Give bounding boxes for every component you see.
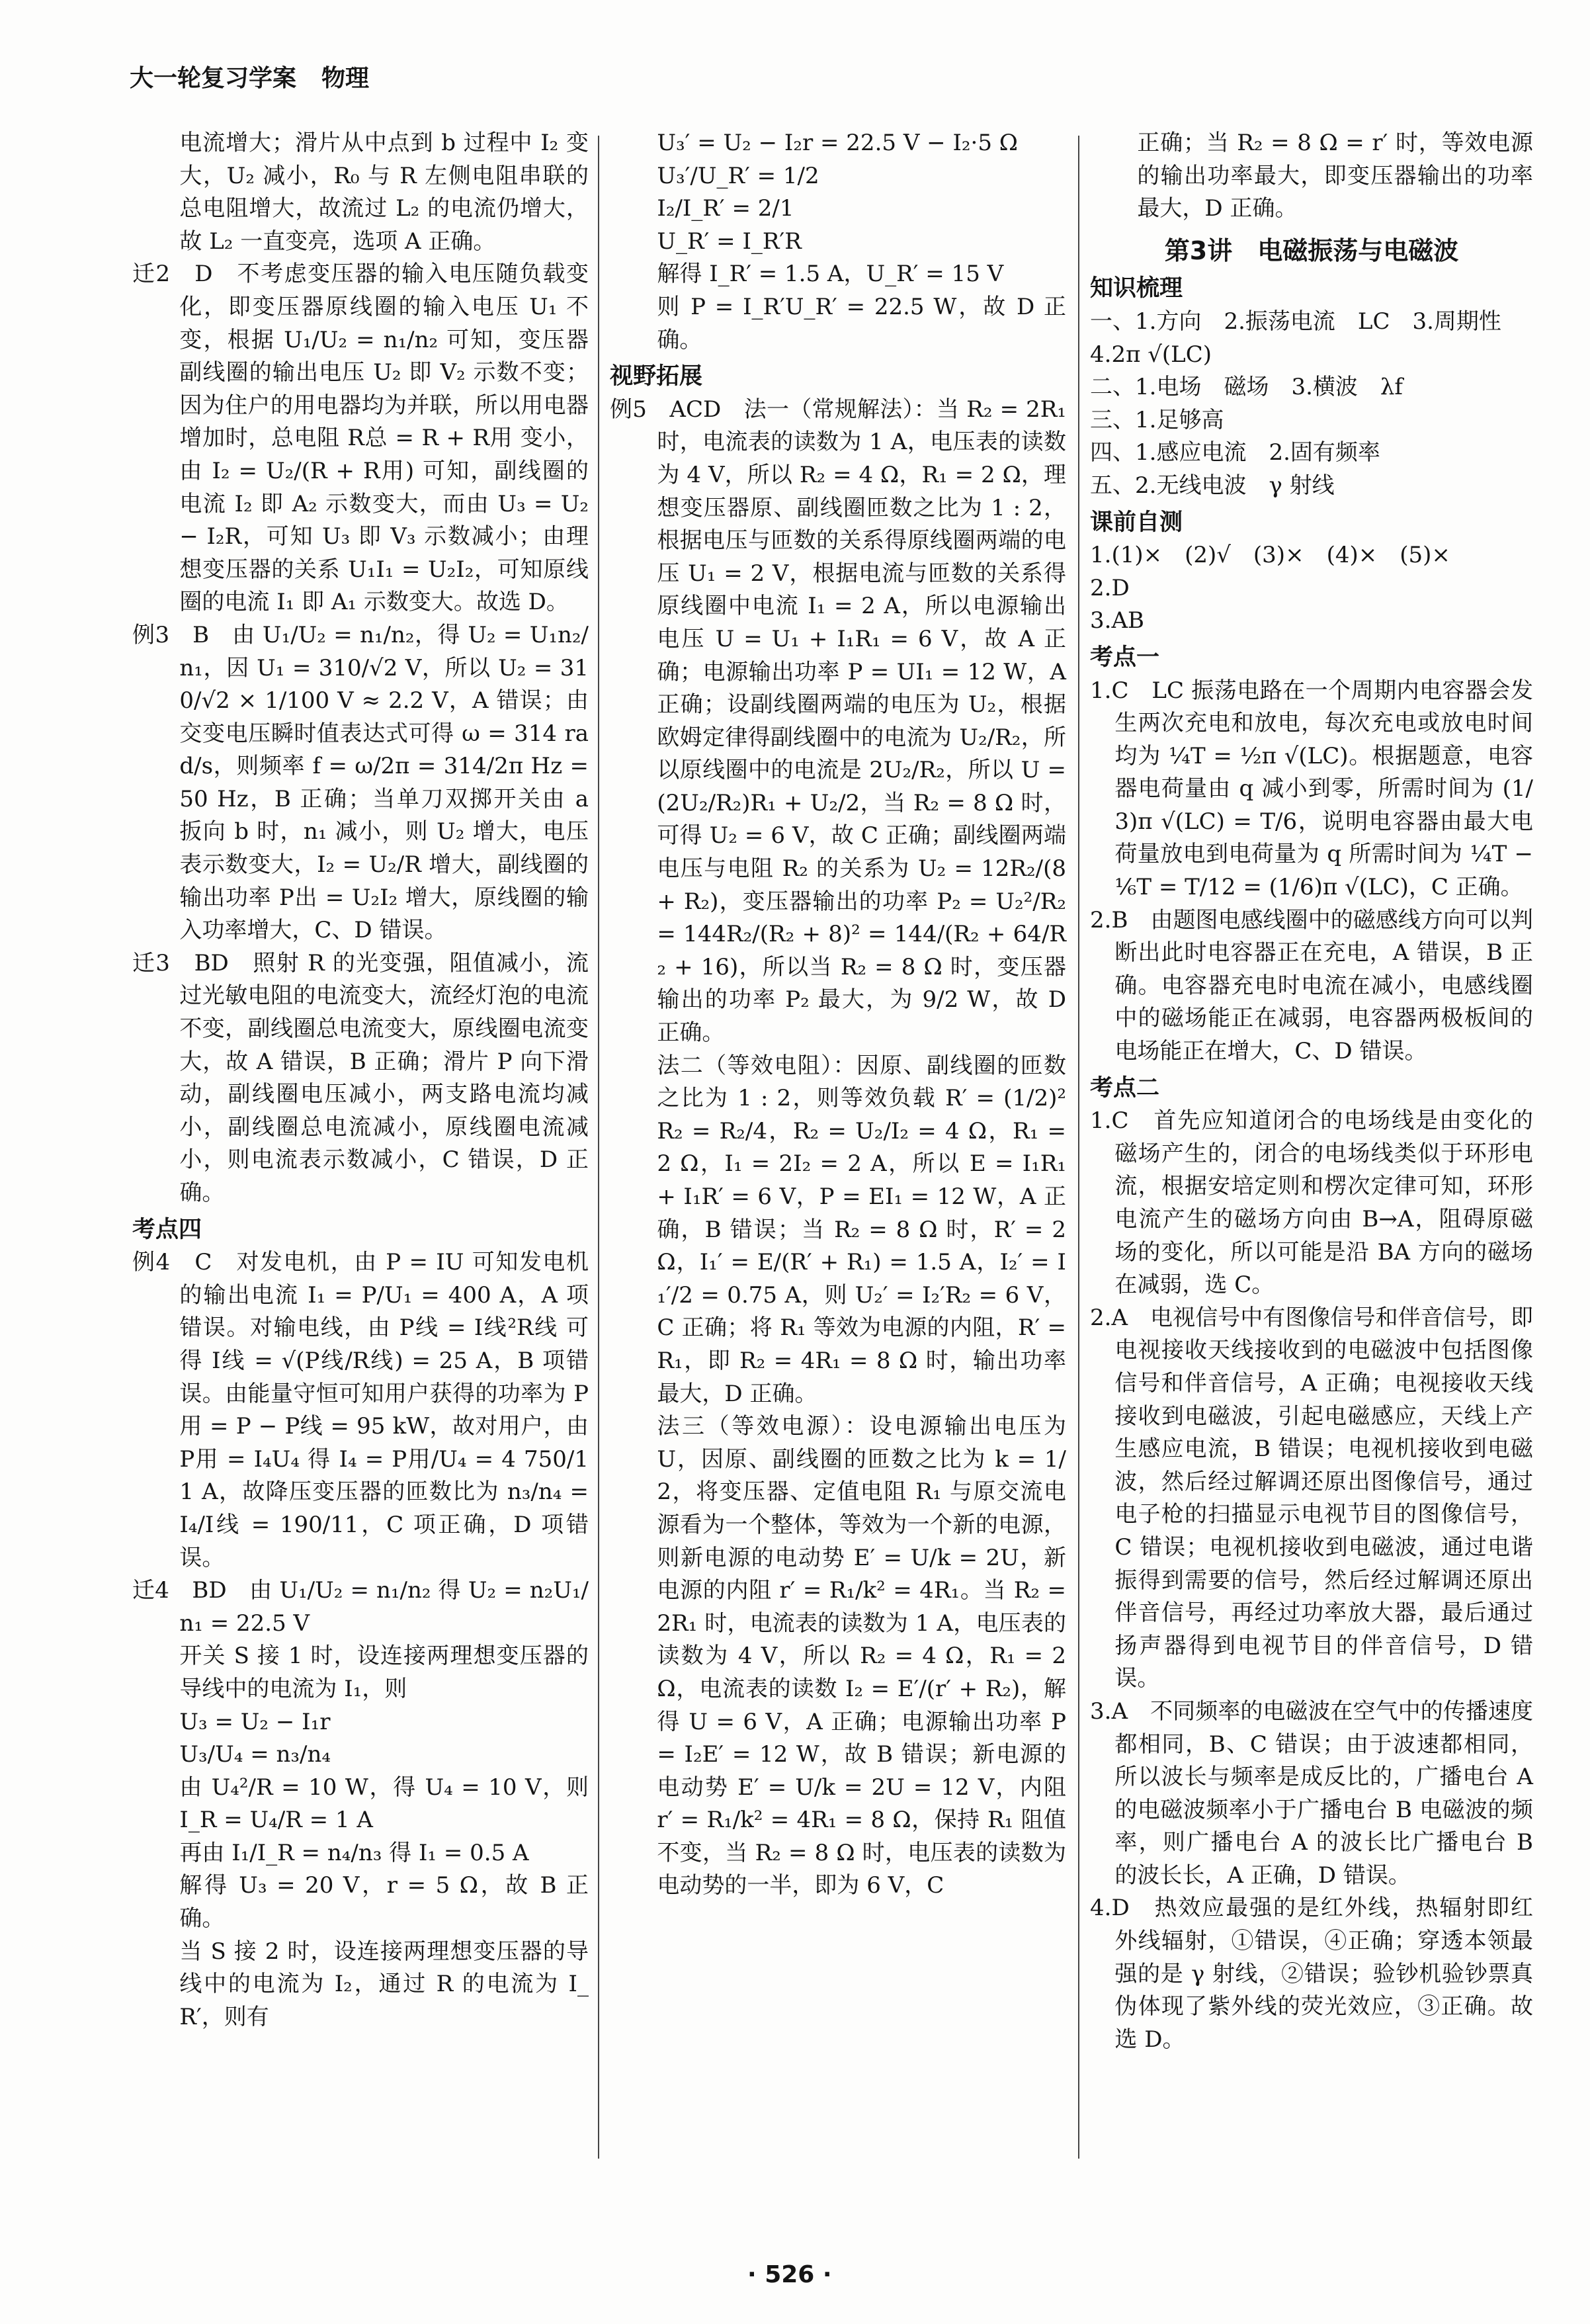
list-item: 1.(1)× (2)√ (3)× (4)× (5)× — [1090, 542, 1450, 569]
list-item: 1.C LC 振荡电路在一个周期内电容器会发生两次充电和放电，每次充电或放电时间均为 ¼T = ½π √(LC)。根据题意，电容器电荷量由 q 减小到零，所需时间为 (1/3)π √(LC) = T/6，说明电容器由最大电荷量放电到电荷量为 q 所需时间为 ¼T − ⅙T = T/12 = (1/6)π √(LC)，C 正确。 — [1090, 677, 1533, 901]
column-right — [1090, 127, 1533, 2056]
paragraph: 迁2 D 不考虑变压器的输入电压随负载变化，即变压器原线圈的输入电压 U₁ 不变，根据 U₁/U₂ = n₁/n₂ 可知，变压器副线圈的输出电压 U₂ 即 V₂ 示数不变；因为住户的用电器均为并联，所以用电器增加时，总电阻 R总 = R + R用 变小，由 I₂ = U₂/(R + R用) 可知，副线圈的电流 I₂ 即 A₂ 示数变大，而由 U₃ = U₂ − I₂R，可知 U₃ 即 V₃ 示数减小；由理想变压器的关系 U₁I₁ = U₂I₂，可知原线圈的电流 I₁ 即 A₁ 示数变大。故选 D。 — [132, 261, 589, 616]
list-item: 四、1.感应电流 2.固有频率 — [1090, 439, 1380, 466]
paragraph: 法二（等效电阻）：因原、副线圈的匝数之比为 1 : 2，则等效负载 R′ = (1/2)² R₂ = R₂/4，R₂ = U₂/I₂ = 4 Ω，R₁ = 2 Ω，I₁ = 2I₂ = 2 A，所以 E = I₁R₁ + I₁R′ = 6 V，P = EI₁ = 12 W，A 正确，B 错误；当 R₂ = 8 Ω 时，R′ = 2 Ω，I₁′ = E/(R′ + R₁) = 1.5 A，I₂′ = I₁′/2 = 0.75 A，则 U₂′ = I₂′R₂ = 6 V，C 正确；将 R₁ 等效为电源的内阻，R′ = R₁，即 R₂ = 4R₁ = 8 Ω 时，输出功率最大，D 正确。 — [657, 1052, 1066, 1407]
list-item: 2.D — [1090, 574, 1130, 601]
equation: U_R′ = I_R′R — [657, 228, 802, 255]
equation: U₃/U₄ = n₃/n₄ — [179, 1741, 331, 1768]
paragraph: 正确；当 R₂ = 8 Ω = r′ 时，等效电源的输出功率最大，即变压器输出的功率最大，D 正确。 — [1137, 130, 1533, 222]
book-title: 大一轮复习学案 — [130, 65, 297, 92]
section-heading: 考点二 — [1090, 1074, 1160, 1101]
paragraph: 法三（等效电源）：设电源输出电压为 U，因原、副线圈的匝数之比为 k = 1/2，将变压器、定值电阻 R₁ 与原交流电源看为一个整体，等效为一个新的电源，则新电源的电动势 E′ = U/k = 2U，新电源的内阻 r′ = R₁/k² = 4R₁。当 R₂ = 2R₁ 时，电流表的读数为 1 A，电压表的读数为 4 V，所以 R₂ = 4 Ω，R₁ = 2 Ω，电流表的读数 I₂ = E′/(r′ + R₂)，解得 U = 6 V，A 正确；电源输出功率 P = I₂E′ = 12 W，故 B 错误；新电源的电动势 E′ = U/k = 2U = 12 V，内阻 r′ = R₁/k² = 4R₁ = 8 Ω，保持 R₁ 阻值不变，当 R₂ = 8 Ω 时，电压表的读数为电动势的一半，即为 6 V，C — [657, 1413, 1066, 1899]
list-item: 二、1.电场 磁场 3.横波 λf — [1090, 374, 1403, 401]
section-heading: 视野拓展 — [610, 363, 703, 390]
equation: 由 U₄²/R = 10 W，得 U₄ = 10 V，则 I_R = U₄/R = 1 A — [179, 1774, 589, 1834]
paragraph: 开关 S 接 1 时，设连接两理想变压器的导线中的电流为 I₁，则 — [179, 1643, 589, 1702]
subject-label: 物理 — [321, 65, 370, 92]
equation: U₃′/U_R′ = 1/2 — [657, 162, 819, 189]
paragraph: 迁3 BD 照射 R 的光变强，阻值减小，流过光敏电阻的电流变大，流经灯泡的电流不变，副线圈总电流变大，原线圈电流变大，故 A 错误，B 正确；滑片 P 向下滑动，副线圈电压减小，两支路电流均减小，副线圈总电流减小，原线圈电流减小，则电流表示数减小，C 错误，D 正确。 — [132, 949, 589, 1206]
list-item: 3.AB — [1090, 607, 1144, 634]
paragraph: 电流增大；滑片从中点到 b 过程中 I₂ 变大，U₂ 减小，R₀ 与 R 左侧电阻串联的总电阻增大，故流过 L₂ 的电流仍增大，故 L₂ 一直变亮，选项 A 正确。 — [179, 130, 589, 255]
equation: 再由 I₁/I_R = n₄/n₃ 得 I₁ = 0.5 A — [179, 1839, 529, 1866]
section-heading: 课前自测 — [1090, 509, 1183, 536]
paragraph: 解得 U₃ = 20 V，r = 5 Ω，故 B 正确。 — [179, 1872, 589, 1932]
equation: I₂/I_R′ = 2/1 — [657, 195, 794, 222]
list-item: 4.2π √(LC) — [1090, 341, 1212, 368]
column-divider — [598, 136, 599, 2159]
equation: U₃′ = U₂ − I₂r = 22.5 V − I₂·5 Ω — [657, 130, 1018, 156]
list-item: 3.A 不同频率的电磁波在空气中的传播速度都相同，B、C 错误；由于波速都相同，所以波长与频率是成反比的，广播电台 A 的电磁波频率小于广播电台 B 电磁波的频率，则广播电台 A 的波长比广播电台 B 的波长长，A 正确，D 错误。 — [1090, 1698, 1533, 1889]
equation: U₃ = U₂ − I₁r — [179, 1708, 331, 1735]
column-middle — [610, 127, 1066, 1903]
lecture-title: 第3讲 电磁振荡与电磁波 — [1164, 236, 1459, 265]
section-heading: 知识梳理 — [1090, 275, 1183, 302]
list-item: 4.D 热效应最强的是红外线，热辐射即红外线辐射，①错误，④正确；穿透本领最强的是 γ 射线，②错误；验钞机验钞票真伪体现了紫外线的荧光效应，③正确。故选 D。 — [1090, 1895, 1533, 2053]
list-item: 三、1.足够高 — [1090, 406, 1224, 433]
list-item: 1.C 首先应知道闭合的电场线是由变化的磁场产生的，闭合的电场线类似于环形电流，根据安培定则和楞次定律可知，环形电流产生的磁场方向由 B→A，阻碍原磁场的变化，所以可能是沿 BA 方向的磁场在减弱，选 C。 — [1090, 1107, 1533, 1299]
running-header — [130, 60, 394, 93]
column-divider — [1078, 136, 1079, 2159]
list-item: 五、2.无线电波 γ 射线 — [1090, 472, 1335, 499]
paragraph: 则 P = I_R′U_R′ = 22.5 W，故 D 正确。 — [657, 293, 1066, 353]
list-item: 2.A 电视信号中有图像信号和伴音信号，即电视接收天线接收到的电磁波中包括图像信号和伴音信号，A 正确；电视接收天线接收到电磁波，引起电磁感应，天线上产生感应电流，B 错误；电视机接收到电磁波，然后经过解调还原出图像信号，通过电子枪的扫描显示电视节目的图像信号，C 错误；电视机接收到电磁波，通过电谐振得到需要的信号，然后经过解调还原出伴音信号，再经过功率放大器，最后通过扬声器得到电视节目的伴音信号，D 错误。 — [1090, 1304, 1533, 1692]
paragraph: 当 S 接 2 时，设连接两理想变压器的导线中的电流为 I₂，通过 R 的电流为 I_R′，则有 — [179, 1938, 589, 2030]
section-heading: 考点四 — [132, 1216, 202, 1243]
list-item: 2.B 由题图电感线圈中的磁感线方向可以判断出此时电容器正在充电，A 错误，B 正确。电容器充电时电流在减小，电感线圈中的磁场能正在减弱，电容器两极板间的电场能正在增大，C、D 错误。 — [1090, 906, 1533, 1065]
paragraph: 例3 B 由 U₁/U₂ = n₁/n₂，得 U₂ = U₁n₂/n₁，因 U₁ = 310/√2 V，所以 U₂ = 310/√2 × 1/100 V ≈ 2.2 V，A 错误；由交变电压瞬时值表达式可得 ω = 314 rad/s，则频率 f = ω/2π = 314/2π Hz = 50 Hz，B 正确；当单刀双掷开关由 a 扳向 b 时，n₁ 减小，则 U₂ 增大，电压表示数变大，I₂ = U₂/R 增大，副线圈的输出功率 P出 = U₂I₂ 增大，原线圈的输入功率增大，C、D 错误。 — [132, 621, 589, 944]
list-item: 一、1.方向 2.振荡电流 LC 3.周期性 — [1090, 308, 1501, 335]
page-number: · 526 · — [747, 2261, 832, 2288]
paragraph: 例4 C 对发电机，由 P = IU 可知发电机的输出电流 I₁ = P/U₁ = 400 A，A 项错误。对输电线，由 P线 = I线²R线 可得 I线 = √(P线/R线) = 25 A，B 项错误。由能量守恒可知用户获得的功率为 P用 = P − P线 = 95 kW，故对用户，由 P用 = I₄U₄ 得 I₄ = P用/U₄ = 4 750/11 A，故降压变压器的匝数比为 n₃/n₄ = I₄/I线 = 190/11，C 项正确，D 项错误。 — [132, 1249, 589, 1571]
paragraph: 迁4 BD 由 U₁/U₂ = n₁/n₂ 得 U₂ = n₂U₁/n₁ = 22.5 V — [132, 1577, 589, 1637]
equation: 解得 I_R′ = 1.5 A，U_R′ = 15 V — [657, 261, 1004, 288]
column-left — [132, 127, 589, 2034]
section-heading: 考点一 — [1090, 644, 1160, 671]
paragraph: 例5 ACD 法一（常规解法）：当 R₂ = 2R₁ 时，电流表的读数为 1 A，电压表的读数为 4 V，所以 R₂ = 4 Ω，R₁ = 2 Ω，理想变压器原、副线圈匝数之比为 1 : 2，根据电压与匝数的关系得原线圈两端的电压 U₁ = 2 V，根据电流与匝数的关系得原线圈中电流 I₁ = 2 A，所以电源输出电压 U = U₁ + I₁R₁ = 6 V，故 A 正确；电源输出功率 P = UI₁ = 12 W，A 正确；设副线圈两端的电压为 U₂，根据欧姆定律得副线圈中的电流为 U₂/R₂，所以原线圈中的电流是 2U₂/R₂，所以 U = (2U₂/R₂)R₁ + U₂/2，当 R₂ = 8 Ω 时，可得 U₂ = 6 V，故 C 正确；副线圈两端电压与电阻 R₂ 的关系为 U₂ = 12R₂/(8 + R₂)，变压器输出的功率 P₂ = U₂²/R₂ = 144R₂/(R₂ + 8)² = 144/(R₂ + 64/R₂ + 16)，所以当 R₂ = 8 Ω 时，变压器输出的功率 P₂ 最大，为 9/2 W，故 D 正确。 — [610, 396, 1066, 1047]
